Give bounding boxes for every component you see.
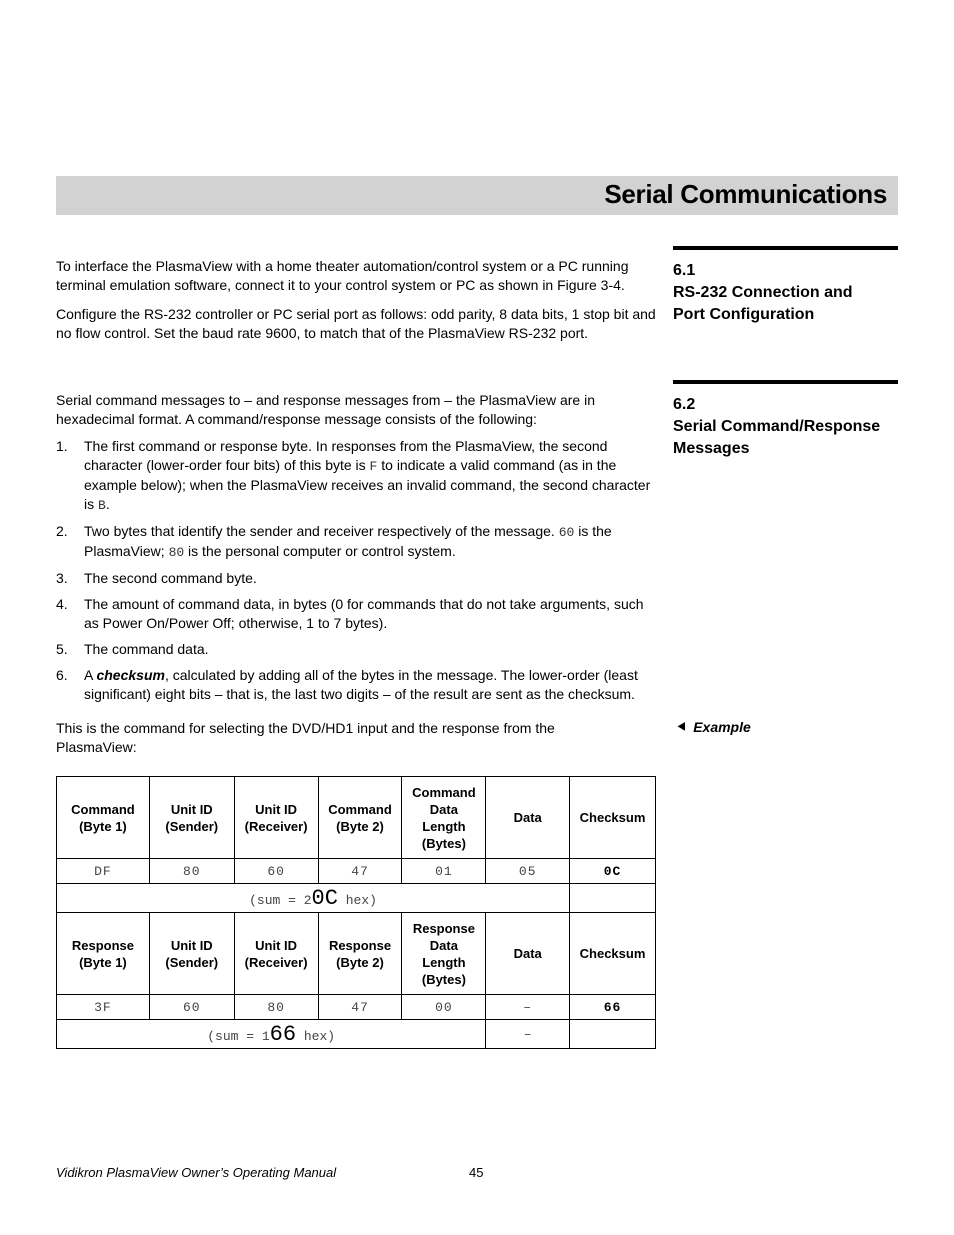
header-cell: Checksum [570,777,656,859]
list-item: 4. The amount of command data, in bytes (0 for commands that do not take arguments, such as Power On/Power Off; otherwise, 1 to 7 bytes). [56,596,644,631]
section-1-title: RS-232 Connection and Port Configuration [673,284,853,323]
example-text: This is the command for selecting the DVD/HD1 input and the response from the PlasmaView: [56,720,555,755]
section-2-body [56,391,656,711]
response-header-row [57,913,656,995]
list-item: 2. Two bytes that identify the sender and receiver respectively of the message. 60 is the PlasmaView; 80 is the personal computer or control system. [56,523,612,560]
list-item: 1. The first command or response byte. In responses from the PlasmaView, the second character (lower-order four bits) of this byte is F to indicate a valid command (as in the example below); when the PlasmaView receives an invalid command, the second character is B. [56,438,651,513]
table-cell: 80 [149,859,234,884]
table-cell: 60 [234,859,318,884]
table-cell: DF [57,859,150,884]
chapter-banner [56,176,898,215]
section-1-heading [673,246,898,326]
empty-cell [570,1020,656,1049]
page-number: 45 [469,1165,484,1180]
header-cell: Unit ID (Receiver) [234,777,318,859]
example-label: ⯇ Example [676,719,751,735]
footer-title: Vidikron PlasmaView Owner’s Operating Manual [56,1165,337,1180]
sum-cell: (sum = 20C hex) [57,884,570,913]
list-item: 6. A checksum, calculated by adding all of the bytes in the message. The lower-order (least significant) eight bits – that is, the last two digits – of the result are sent as the checksum. [56,667,638,702]
header-cell: Unit ID (Sender) [149,777,234,859]
response-values-row [57,995,656,1020]
table-cell: 60 [149,995,234,1020]
table-cell: – [486,995,570,1020]
page-title: Serial Communications [604,179,887,209]
empty-cell [570,884,656,913]
header-cell: Data [486,777,570,859]
header-cell: Response (Byte 1) [57,913,150,995]
table-cell: 80 [234,995,318,1020]
header-cell: Command (Byte 1) [57,777,150,859]
table-cell: 00 [402,995,486,1020]
paragraph: Configure the RS-232 controller or PC serial port as follows: odd parity, 8 data bits, 1 stop bit and no flow control. Set the baud rate 9600, to match that of the PlasmaView RS-232 port. [56,306,656,341]
header-cell: Response Data Length (Bytes) [402,913,486,995]
section-1-number: 6.1 [673,262,696,279]
header-cell: Command (Byte 2) [318,777,402,859]
section-rule [673,380,898,384]
list-item: 5. The command data. [56,641,209,657]
paragraph: To interface the PlasmaView with a home theater automation/control system or a PC running terminal emulation software, connect it to your control system or PC as shown in Figure 3-4. [56,258,629,293]
paragraph: Serial command messages to – and response messages from – the PlasmaView are in hexadecimal format. A command/response message consists of the following: [56,392,596,427]
header-cell: Unit ID (Sender) [149,913,234,995]
checksum-cell: 66 [570,995,656,1020]
header-cell: Data [486,913,570,995]
table-cell: – [486,1020,570,1049]
header-cell: Unit ID (Receiver) [234,913,318,995]
header-cell: Response (Byte 2) [318,913,402,995]
header-cell: Command Data Length (Bytes) [402,777,486,859]
command-values-row [57,859,656,884]
section-1-body [56,257,656,343]
list-item: 3. The second command byte. [56,570,257,586]
section-2-title: Serial Command/Response Messages [673,418,881,457]
section-2-heading [673,380,898,460]
sum-cell: (sum = 166 hex) [57,1020,486,1049]
table-cell: 3F [57,995,150,1020]
arrow-left-icon: ⯇ [676,719,688,735]
response-sum-row [57,1020,656,1049]
header-cell: Checksum [570,913,656,995]
section-2-number: 6.2 [673,396,696,413]
table-cell: 05 [486,859,570,884]
table-cell: 01 [402,859,486,884]
command-sum-row [57,884,656,913]
command-header-row [57,777,656,859]
table-cell: 47 [318,995,402,1020]
table-cell: 47 [318,859,402,884]
checksum-cell: 0C [570,859,656,884]
command-response-table [56,776,656,1049]
section-rule [673,246,898,250]
message-parts-list [56,437,656,704]
